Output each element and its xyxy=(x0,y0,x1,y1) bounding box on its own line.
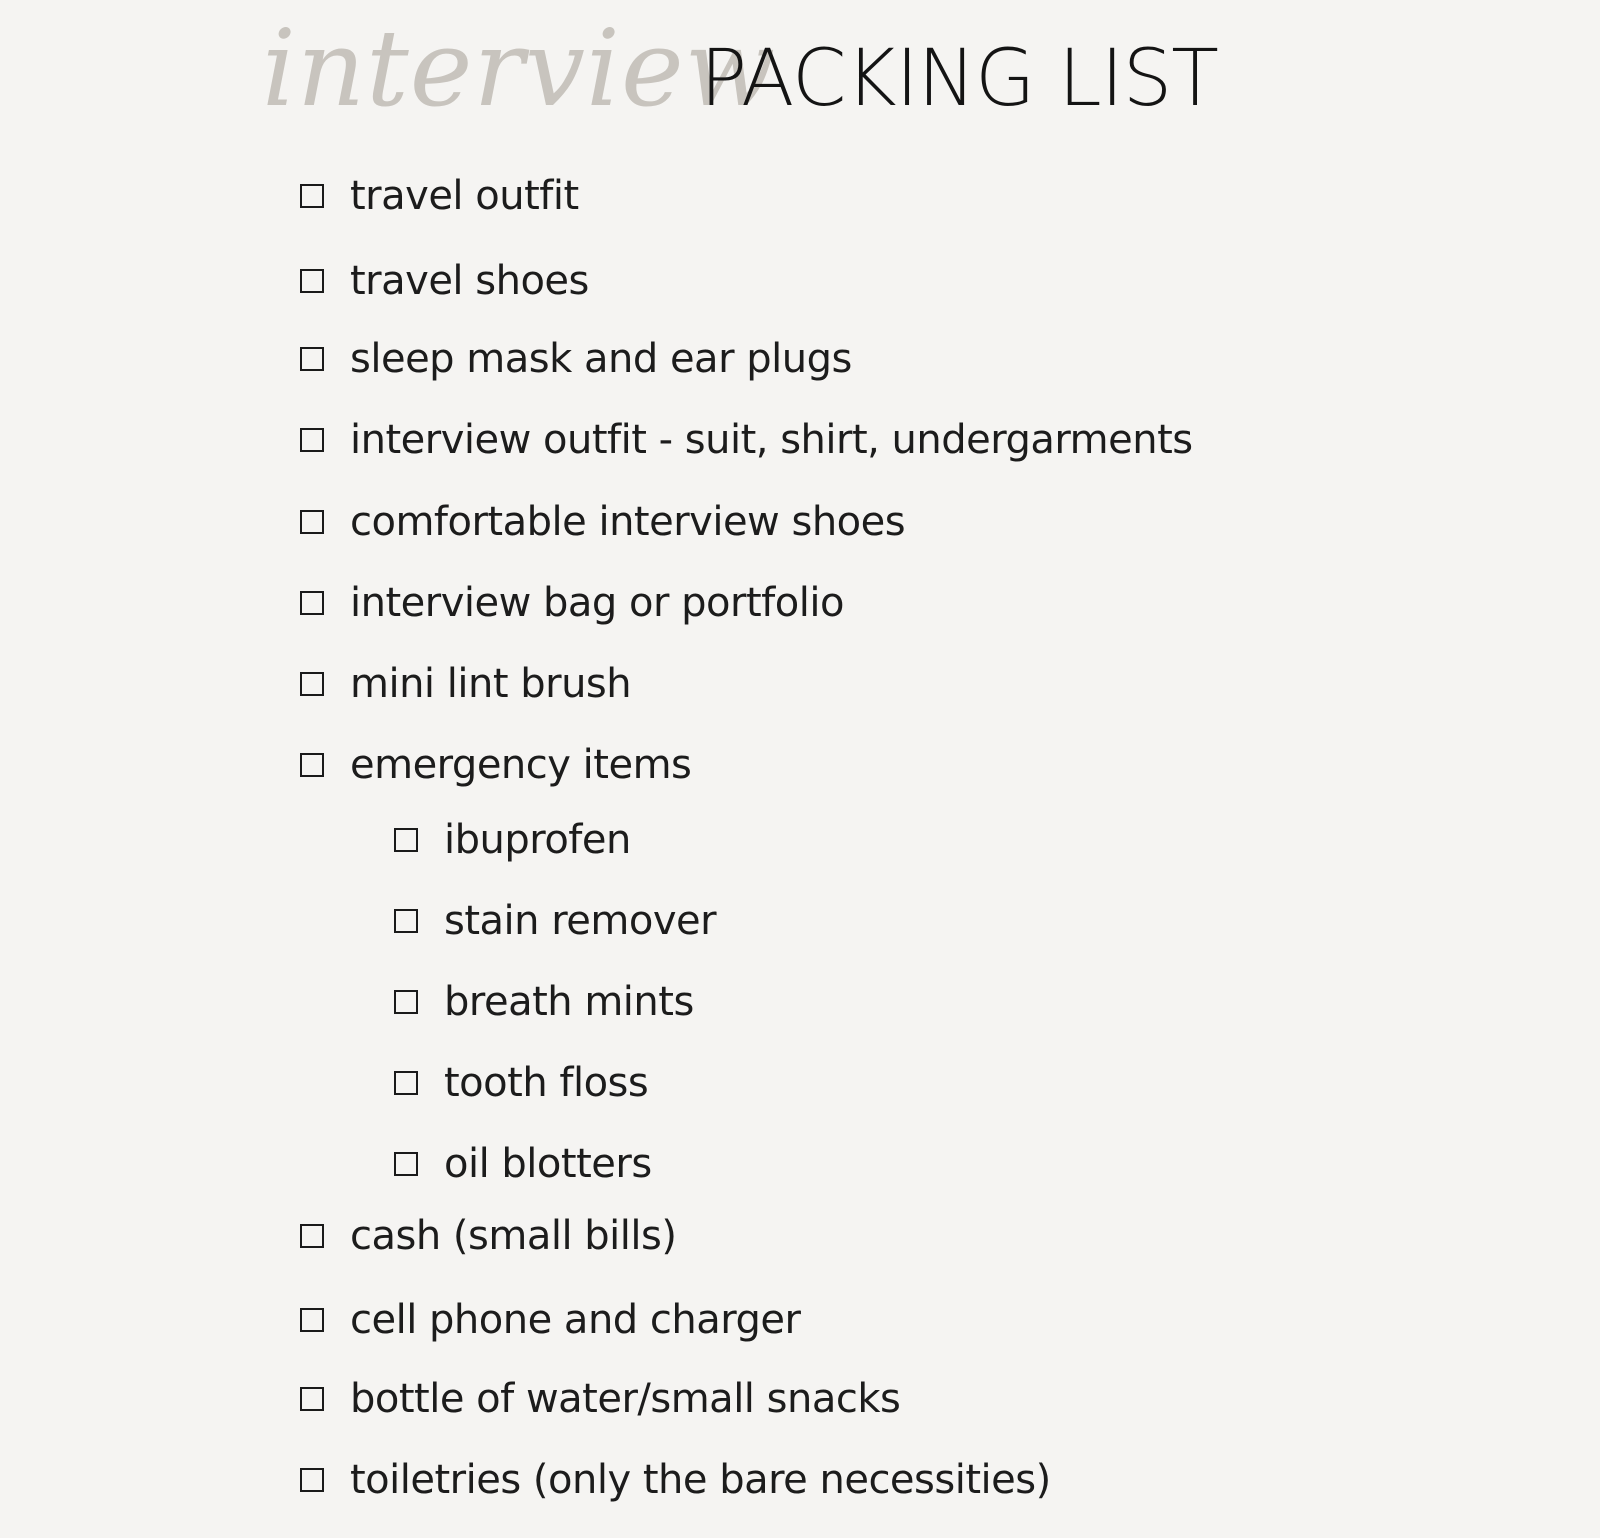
checkbox[interactable] xyxy=(300,1468,324,1492)
checklist-item-label: cash (small bills) xyxy=(350,1213,677,1259)
checklist-item-label: interview outfit - suit, shirt, undergarments xyxy=(350,417,1193,463)
checklist-item-label: cell phone and charger xyxy=(350,1297,801,1343)
checklist-item-label: mini lint brush xyxy=(350,661,632,707)
checklist-item-label: stain remover xyxy=(444,898,717,944)
checklist-item-label: ibuprofen xyxy=(444,817,631,863)
checklist-item-label: tooth floss xyxy=(444,1060,649,1106)
checkbox[interactable] xyxy=(394,828,418,852)
checklist-item-label: emergency items xyxy=(350,742,692,788)
checkbox[interactable] xyxy=(394,909,418,933)
checkbox[interactable] xyxy=(300,1308,324,1332)
checkbox[interactable] xyxy=(300,1224,324,1248)
checklist-item-label: interview bag or portfolio xyxy=(350,580,844,626)
checkbox[interactable] xyxy=(300,591,324,615)
checkbox[interactable] xyxy=(300,1387,324,1411)
checkbox[interactable] xyxy=(394,1071,418,1095)
checklist-item-label: oil blotters xyxy=(444,1141,652,1187)
checkbox[interactable] xyxy=(300,510,324,534)
checkbox[interactable] xyxy=(300,269,324,293)
checkbox[interactable] xyxy=(394,1152,418,1176)
title-script-word: interview xyxy=(262,7,777,130)
checkbox[interactable] xyxy=(300,672,324,696)
checklist-item-label: bottle of water/small snacks xyxy=(350,1376,901,1422)
checklist-item-label: breath mints xyxy=(444,979,694,1025)
checkbox[interactable] xyxy=(300,428,324,452)
checklist-item-label: toiletries (only the bare necessities) xyxy=(350,1457,1051,1503)
checkbox[interactable] xyxy=(300,184,324,208)
title-main-text: PACKING LIST xyxy=(700,34,1218,124)
checkbox[interactable] xyxy=(394,990,418,1014)
checkbox[interactable] xyxy=(300,347,324,371)
checklist-item-label: sleep mask and ear plugs xyxy=(350,336,852,382)
checklist-item-label: comfortable interview shoes xyxy=(350,499,906,545)
checklist-item-label: travel shoes xyxy=(350,258,589,304)
checkbox[interactable] xyxy=(300,753,324,777)
checklist-item-label: travel outfit xyxy=(350,173,579,219)
